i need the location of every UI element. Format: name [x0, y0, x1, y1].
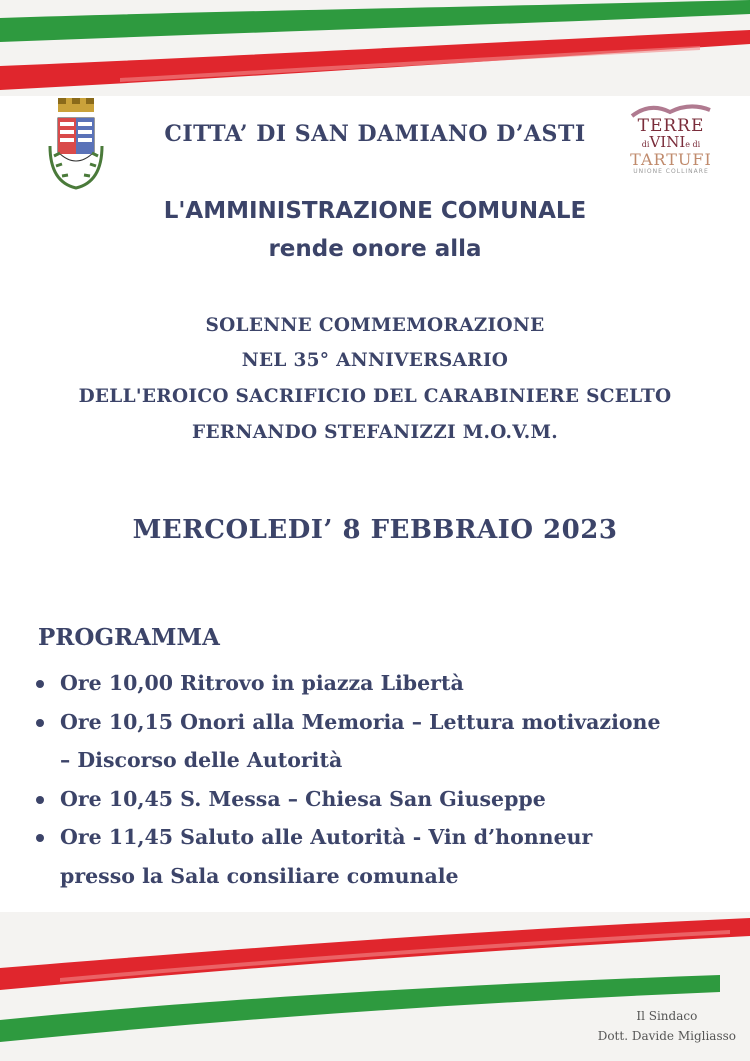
- commemoration-line: SOLENNE COMMEMORAZIONE: [205, 315, 545, 336]
- program-item: Ore 10,15 Onori alla Memoria – Lettura motivazione – Discorso delle Autorità: [34, 703, 746, 780]
- signature-name: Dott. Davide Migliasso: [597, 1029, 736, 1043]
- commemoration-line: DELL'EROICO SACRIFICIO DEL CARABINIERE SCELTO: [78, 386, 672, 407]
- logo-word-vini: diVINIe di: [641, 133, 701, 151]
- mayor-signature: [598, 1006, 736, 1046]
- program-list: [34, 664, 746, 895]
- signature-role: Il Sindaco: [636, 1009, 698, 1023]
- commemoration-line: NEL 35° ANNIVERSARIO: [241, 350, 509, 371]
- bullet-icon: [36, 796, 44, 804]
- logo-word-tartufi: TARTUFI: [630, 150, 712, 169]
- program-item: Ore 10,45 S. Messa – Chiesa San Giuseppe: [34, 780, 746, 819]
- bullet-icon: [36, 680, 44, 688]
- top-red-stripe: [0, 30, 750, 90]
- program-title: PROGRAMMA: [38, 624, 220, 651]
- program-item: Ore 10,00 Ritrovo in piazza Libertà: [34, 664, 746, 703]
- city-title: CITTA’ DI SAN DAMIANO D’ASTI: [164, 121, 586, 147]
- commemoration-line: FERNANDO STEFANIZZI M.O.V.M.: [192, 422, 558, 443]
- program-item: Ore 11,45 Saluto alle Autorità - Vin d’honneur presso la Sala consiliare comunale: [34, 818, 746, 895]
- logo-word-terre: TERRE: [637, 116, 705, 136]
- event-date: MERCOLEDI’ 8 FEBBRAIO 2023: [132, 515, 618, 545]
- bullet-icon: [36, 719, 44, 727]
- logo-subtitle: UNIONE COLLINARE: [633, 168, 709, 175]
- administration-heading: L'AMMINISTRAZIONE COMUNALE: [163, 198, 587, 224]
- bullet-icon: [36, 834, 44, 842]
- hills-icon: [630, 100, 712, 120]
- honor-subheading: rende onore alla: [268, 236, 482, 262]
